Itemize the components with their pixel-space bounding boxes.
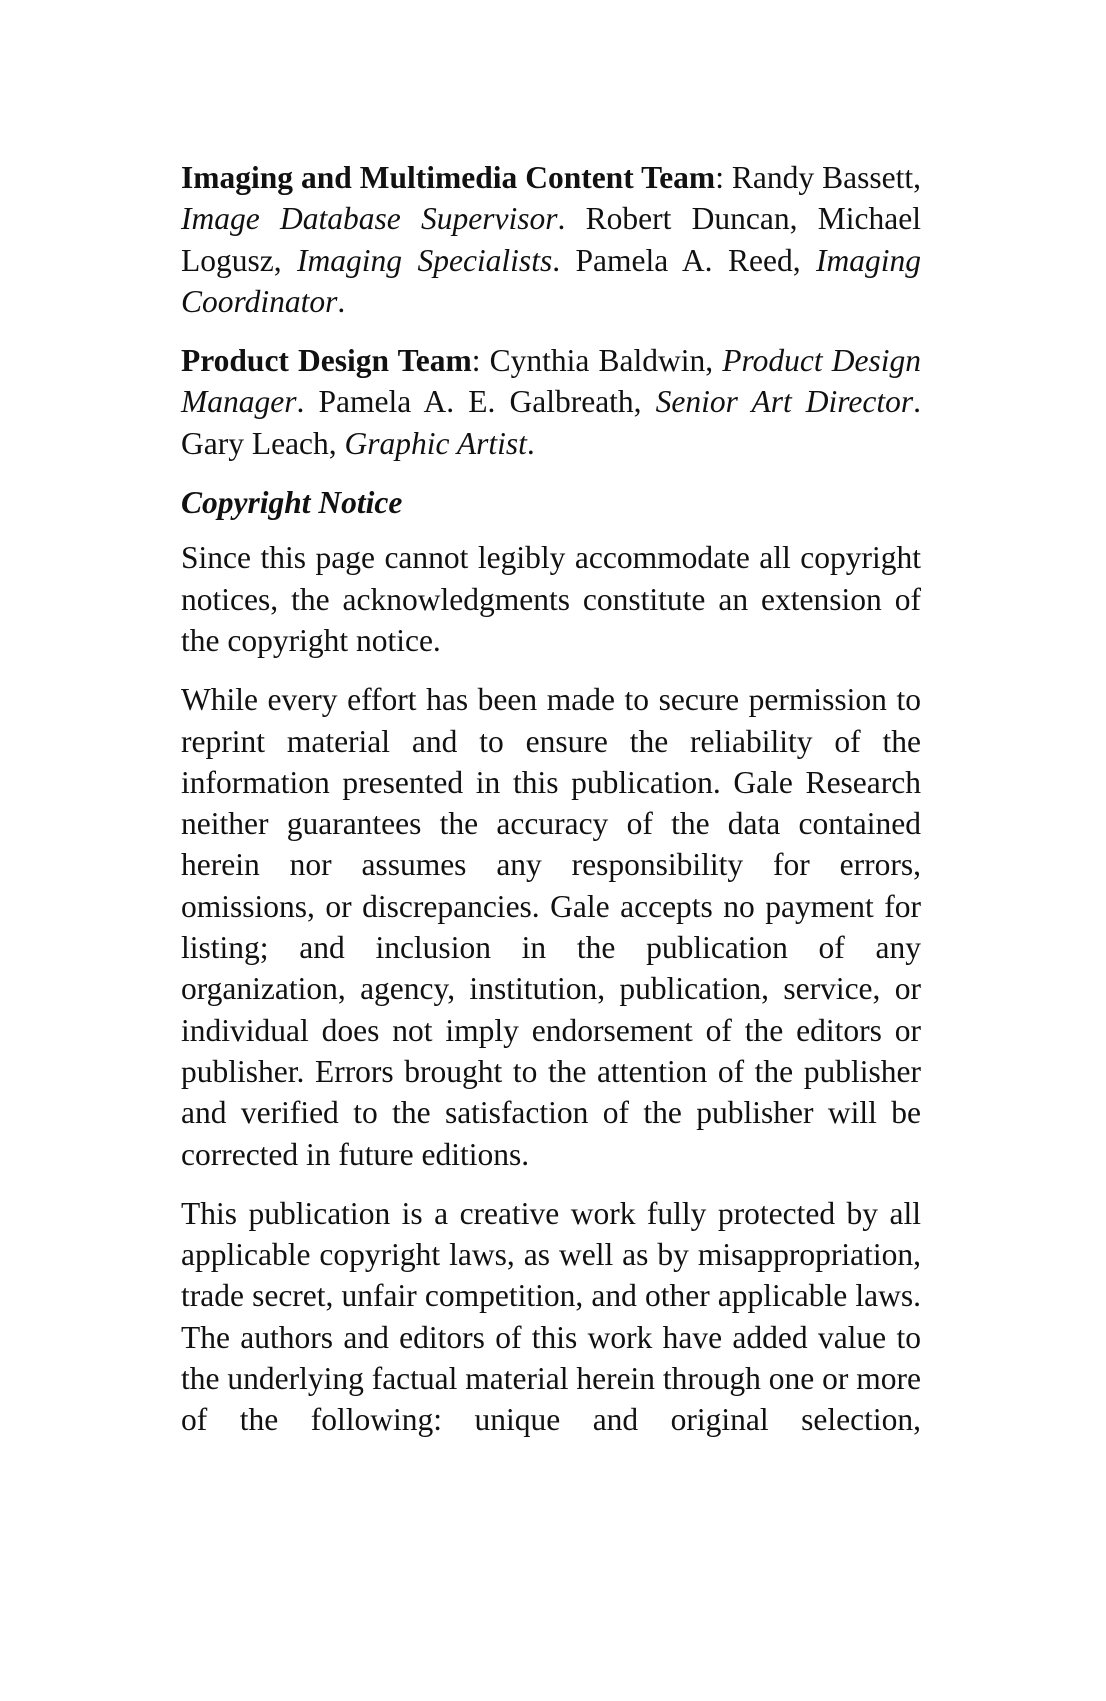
role-title: Imaging Coordinator: [181, 242, 921, 319]
copyright-paragraph: While every effort has been made to secure permission to reprint material and to ensure the reliability of the information presented in this publication. Gale Research neither guarantees the accuracy of the data contained herein nor assumes any responsibility for errors, omissions, or discrepancies. Gale accepts no payment for listing; and inclusion in the publication of any organization, agency, institution, publication, service, or individual does not imply endorsement of the editors or publisher. Errors brought to the attention of the publisher and verified to the satisfaction of the publisher will be corrected in future editions.: [181, 682, 921, 1172]
product-design-team-label: Product Design Team: [181, 343, 472, 379]
document-page: [181, 157, 921, 1459]
role-title: Graphic Artist: [344, 425, 527, 461]
role-title: Imaging Specialists: [297, 242, 553, 278]
copyright-paragraph: Since this page cannot legibly accommodate all copyright notices, the acknowledgments constitute an extension of the copyright notice.: [181, 540, 921, 658]
copyright-paragraph: This publication is a creative work fully protected by all applicable copyright laws, as well as by misappropriation, trade secret, unfair competition, and other applicable laws. The authors and editors of this work have added value to the underlying factual material herein through one or more of the following: unique and original selection,: [181, 1195, 921, 1438]
copyright-notice-heading: Copyright Notice: [181, 485, 403, 521]
imaging-team-label: Imaging and Multimedia Content Team: [181, 160, 716, 195]
product-design-team-credits: Product Design Team: Cynthia Baldwin, Product Design Manager. Pamela A. E. Galbreath, Senior Art Director. Gary Leach, Graphic Artist.: [181, 343, 921, 461]
role-title: Senior Art Director: [655, 384, 914, 420]
role-title: Product Design Manager: [181, 343, 921, 420]
imaging-team-credits: Imaging and Multimedia Content Team: Randy Bassett, Image Database Supervisor. Robert Duncan, Michael Logusz, Imaging Specialists. Pamela A. Reed, Imaging Coordinator.: [181, 160, 921, 319]
role-title: Image Database Supervisor: [181, 201, 558, 237]
